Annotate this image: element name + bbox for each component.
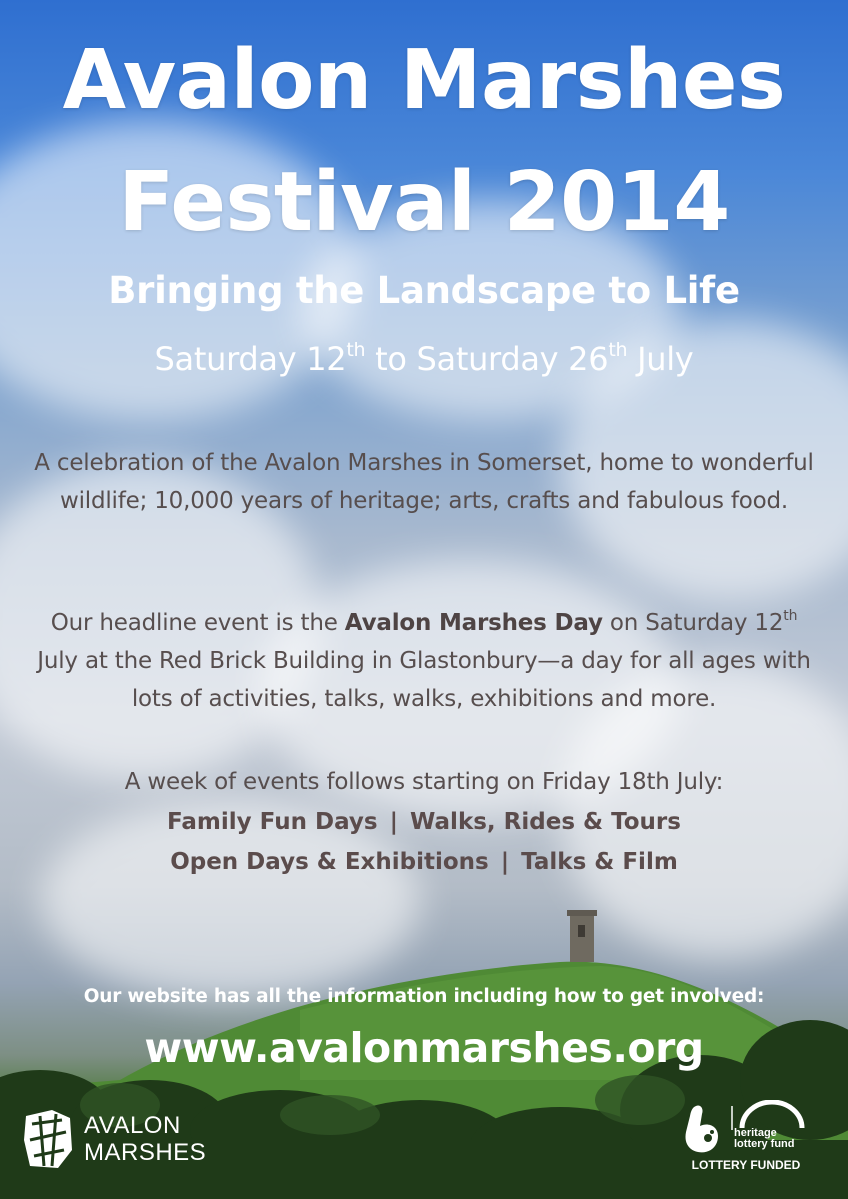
headline-ordinal: th <box>783 608 798 624</box>
lottery-funded-caption: LOTTERY FUNDED <box>691 1158 801 1172</box>
category-walks-rides-tours: Walks, Rides & Tours <box>409 809 681 835</box>
event-categories-row <box>0 811 848 834</box>
category-open-days-exhibitions: Open Days & Exhibitions <box>170 849 489 875</box>
avalon-marshes-logo <box>22 1108 222 1172</box>
event-categories-row <box>0 851 848 874</box>
intro-paragraph: A celebration of the Avalon Marshes in Somerset, home to wonderful wildlife; 10,000 years of heritage; arts, crafts and fabulous food. <box>34 450 814 514</box>
website-url[interactable]: www.avalonmarshes.org <box>144 1024 704 1072</box>
headline-event-paragraph <box>30 604 818 718</box>
heritage-lottery-fund-arc-icon <box>730 1100 810 1130</box>
category-talks-film: Talks & Film <box>521 849 678 875</box>
dates-start: Saturday 12 <box>154 340 347 378</box>
headline-text: Our headline event is the <box>50 610 345 636</box>
heritage-lottery-fund-text <box>734 1128 795 1150</box>
website-intro: Our website has all the information including how to get involved: <box>83 986 765 1007</box>
category-family-fun-days: Family Fun Days <box>167 809 378 835</box>
avalon-marshes-logo-icon <box>22 1110 74 1170</box>
avalon-marshes-wordmark <box>84 1112 206 1166</box>
hlf-line2: lottery fund <box>734 1138 795 1150</box>
headline-event-name: Avalon Marshes Day <box>344 610 603 636</box>
lottery-funded-logo <box>674 1100 814 1180</box>
headline-text: on Saturday 12 <box>602 610 784 636</box>
dates-ordinal: th <box>608 339 628 361</box>
category-separator: | <box>389 809 398 835</box>
category-separator: | <box>500 849 510 875</box>
festival-title-line2: Festival 2014 <box>118 155 730 250</box>
lottery-crossed-fingers-icon <box>678 1102 728 1156</box>
dates-end: to Saturday 26 <box>365 340 609 378</box>
wordmark-line1: AVALON <box>84 1112 181 1139</box>
festival-subtitle: Bringing the Landscape to Life <box>108 269 740 312</box>
dates-ordinal: th <box>346 339 366 361</box>
headline-text: July at the Red Brick Building in Glastonbury—a day for all ages with lots of activities, talks, walks, exhibitions and more. <box>37 648 811 712</box>
wordmark-line2: MARSHES <box>84 1139 207 1166</box>
hlf-line1: heritage <box>734 1127 777 1139</box>
festival-title-line1: Avalon Marshes <box>62 33 786 128</box>
festival-dates <box>0 339 848 378</box>
events-week-paragraph: A week of events follows starting on Friday 18th July: <box>124 769 724 795</box>
dates-month: July <box>627 340 694 378</box>
